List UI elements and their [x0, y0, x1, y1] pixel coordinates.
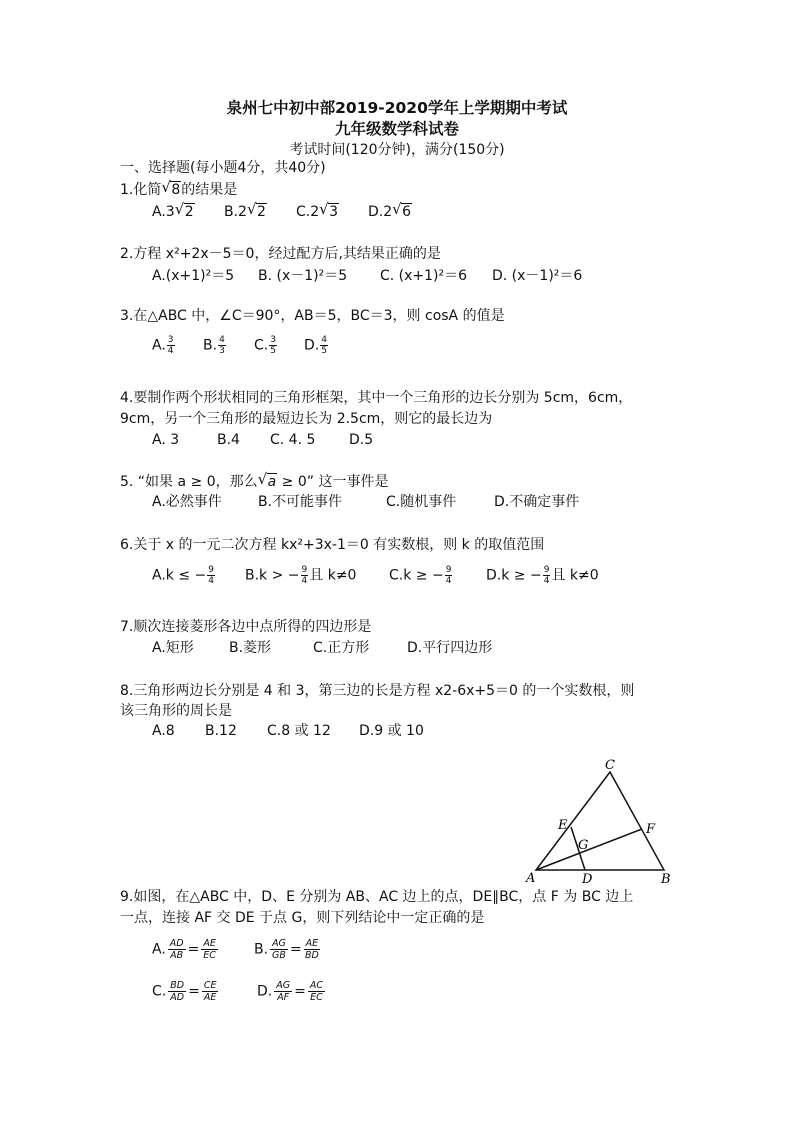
q7-option-d[interactable]: D.平行四边形	[407, 640, 493, 656]
label-f: F	[646, 822, 656, 837]
q8-stem-line1: 8.三角形两边长分别是 4 和 3，第三边的长是方程 x2-6x+5＝0 的一个实数根，则	[120, 683, 635, 699]
triangle-figure	[524, 756, 676, 886]
q1-option-c[interactable]: C.2 √ 3	[296, 200, 339, 220]
q5-stem: 5. “如果 a ≥ 0，那么 √ a ≥ 0” 这一事件是	[120, 470, 389, 490]
label-b: B	[661, 872, 671, 886]
q2-stem: 2.方程 x²+2x－5＝0，经过配方后,其结果正确的是	[120, 246, 441, 262]
q3-option-b[interactable]: B. $\frac{4}{3}$	[203, 335, 225, 356]
q2-option-b[interactable]: B. (x－1)²＝5	[258, 268, 348, 284]
q8-option-d[interactable]: D.9 或 10	[359, 723, 424, 739]
label-c: C	[605, 758, 615, 773]
q4-option-b[interactable]: B.4	[217, 432, 240, 448]
q3-option-c[interactable]: C. $\frac{3}{5}$	[254, 335, 276, 356]
q9-option-c[interactable]: C. $\frac{BD}{AD}$ = $\frac{CE}{AE}$	[152, 980, 217, 1003]
triangle-abc	[536, 772, 664, 870]
q7-option-b[interactable]: B.菱形	[229, 640, 272, 656]
label-d: D	[582, 872, 593, 886]
q6-option-a[interactable]: A.k ≤ − $\frac{9}{4}$	[152, 565, 214, 586]
q3-option-d[interactable]: D. $\frac{4}{5}$	[304, 335, 327, 356]
q4-stem-line2: 9cm，另一个三角形的最短边长为 2.5cm，则它的最长边为	[120, 411, 493, 427]
q6-stem: 6.关于 x 的一元二次方程 kx²+3x-1＝0 有实数根，则 k 的取值范围	[120, 537, 545, 553]
q8-option-c[interactable]: C.8 或 12	[267, 723, 331, 739]
q7-option-a[interactable]: A.矩形	[152, 640, 194, 656]
label-g: G	[578, 838, 589, 853]
q9-option-a[interactable]: A. $\frac{AD}{AB}$ = $\frac{AE}{EC}$	[152, 938, 216, 961]
sqrt-symbol: √ 8	[161, 178, 181, 198]
label-e: E	[558, 818, 568, 833]
q9-stem-line2: 一点，连接 AF 交 DE 于点 G，则下列结论中一定正确的是	[120, 910, 485, 926]
q3-option-a[interactable]: A. $\frac{3}{4}$	[152, 335, 174, 356]
q8-stem-line2: 该三角形的周长是	[120, 703, 232, 719]
q9-option-b[interactable]: B. $\frac{AG}{GB}$ = $\frac{AE}{BD}$	[254, 938, 319, 961]
exam-info: 考试时间(120分钟)，满分(150分)	[289, 142, 505, 158]
q6-option-b[interactable]: B.k > − $\frac{9}{4}$ 且 k≠0	[245, 565, 357, 586]
q2-option-d[interactable]: D. (x－1)²＝6	[492, 268, 583, 284]
q2-option-a[interactable]: A.(x+1)²＝5	[152, 268, 235, 284]
q1-stem: 1.化简 √ 8的结果是	[120, 178, 238, 198]
exam-title: 泉州七中初中部2019-2020学年上学期期中考试	[226, 99, 568, 117]
q5-option-c[interactable]: C.随机事件	[386, 494, 457, 510]
q8-option-a[interactable]: A.8	[152, 723, 175, 739]
q1-option-d[interactable]: D.2 √ 6	[368, 200, 412, 220]
q3-stem: 3.在△ABC 中，∠C＝90°，AB＝5，BC＝3，则 cosA 的值是	[120, 308, 505, 324]
q7-stem: 7.顺次连接菱形各边中点所得的四边形是	[120, 619, 372, 635]
q4-option-a[interactable]: A. 3	[152, 432, 180, 448]
q4-stem-line1: 4.要制作两个形状相同的三角形框架，其中一个三角形的边长分别为 5cm，6cm，	[120, 390, 633, 406]
q9-option-d[interactable]: D. $\frac{AG}{AF}$ = $\frac{AC}{EC}$	[257, 980, 323, 1003]
section-heading: 一、选择题(每小题4分，共40分)	[120, 160, 326, 176]
q6-option-d[interactable]: D.k ≥ − $\frac{9}{4}$ 且 k≠0	[486, 565, 599, 586]
q8-option-b[interactable]: B.12	[205, 723, 237, 739]
q1-option-b[interactable]: B.2 √ 2	[224, 200, 266, 220]
q5-option-b[interactable]: B.不可能事件	[258, 494, 343, 510]
q5-option-a[interactable]: A.必然事件	[152, 494, 222, 510]
q2-option-c[interactable]: C. (x+1)²＝6	[380, 268, 468, 284]
q4-option-c[interactable]: C. 4. 5	[270, 432, 316, 448]
q7-option-c[interactable]: C.正方形	[313, 640, 370, 656]
label-a: A	[526, 871, 536, 886]
exam-subtitle: 九年级数学科试卷	[334, 120, 459, 138]
q4-option-d[interactable]: D.5	[349, 432, 374, 448]
q9-stem-line1: 9.如图，在△ABC 中，D、E 分别为 AB、AC 边上的点，DE∥BC，点 F 为 BC 边上	[120, 889, 634, 905]
q6-option-c[interactable]: C.k ≥ − $\frac{9}{4}$	[389, 565, 452, 586]
q5-option-d[interactable]: D.不确定事件	[494, 494, 580, 510]
q1-option-a[interactable]: A.3 √ 2	[152, 200, 194, 220]
